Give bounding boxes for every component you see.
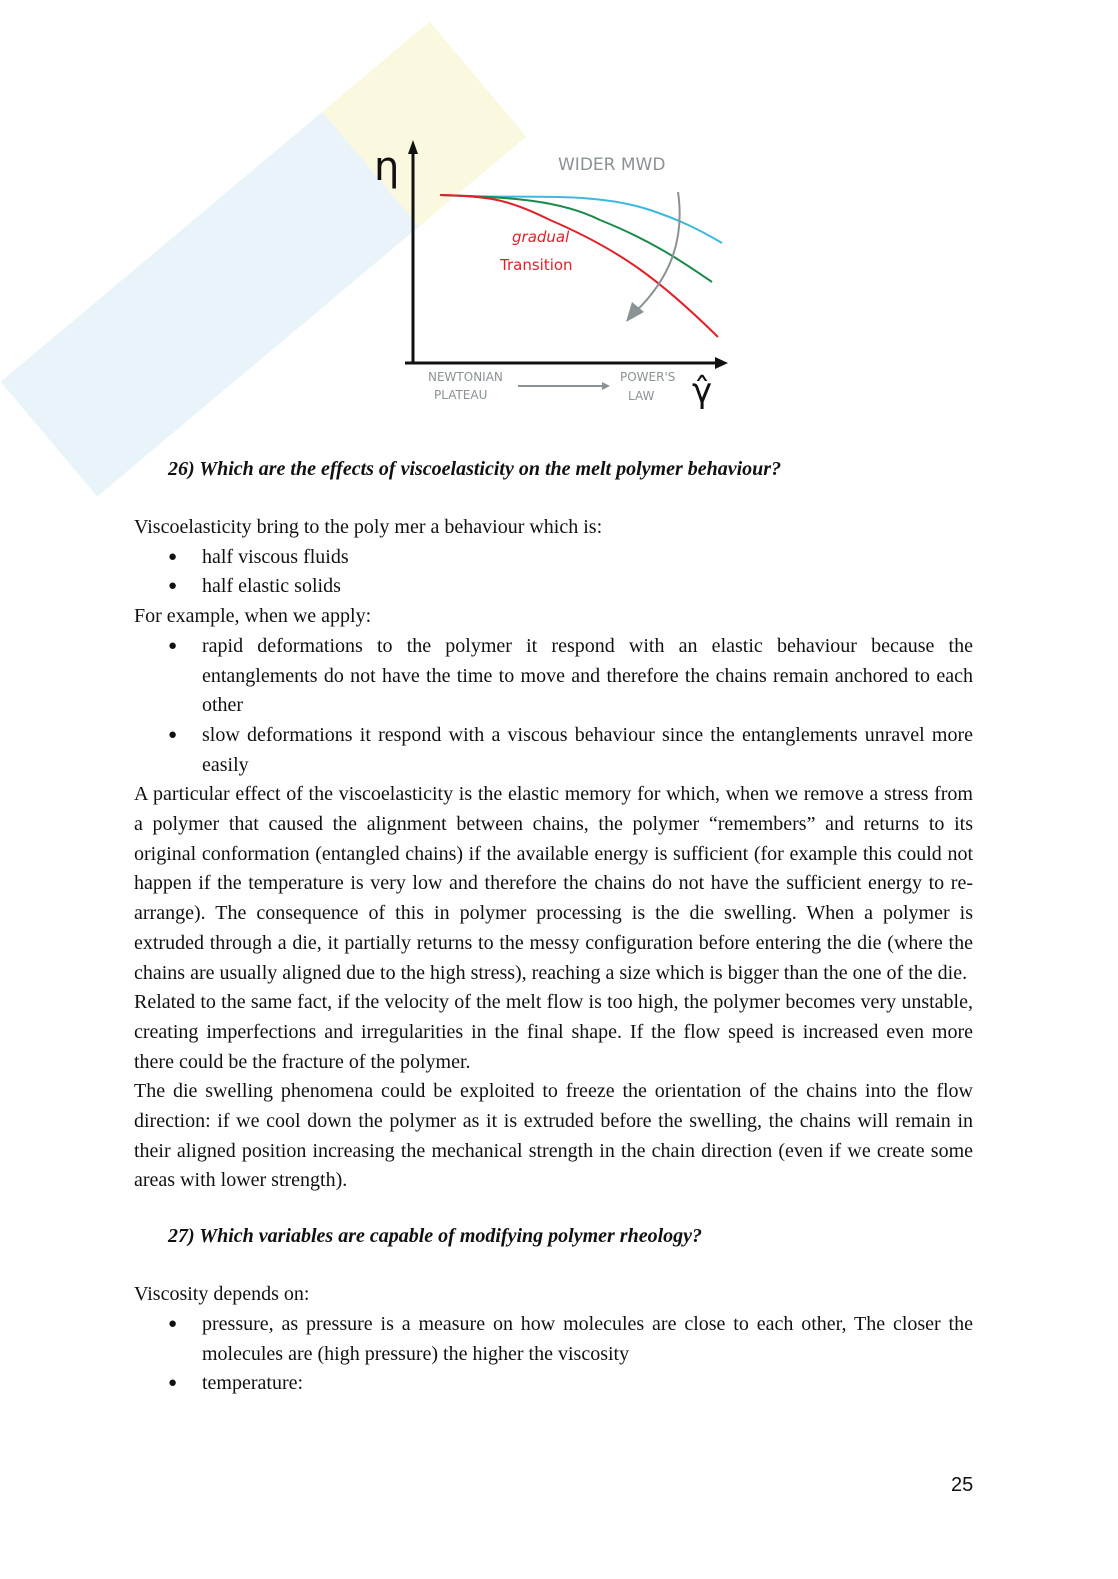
transition-label: Transition	[500, 256, 573, 274]
eta-symbol: η	[374, 144, 400, 190]
newtonian-label: NEWTONIAN	[428, 370, 503, 384]
gamma-dot-symbol: γ̂	[692, 371, 713, 411]
list-item: ● pressure, as pressure is a measure on how molecules are close to each other, The closer the molecules are (high pressure) the higher the viscosity	[202, 1310, 973, 1369]
intro: Viscosity depends on:	[134, 1283, 310, 1306]
example-intro: For example, when we apply:	[134, 605, 372, 628]
list-item: ● slow deformations it respond with a viscous behaviour since the entanglements unravel more easily	[202, 721, 973, 780]
deformation-list	[134, 632, 973, 781]
list-item: ● half viscous fluids	[202, 543, 973, 573]
answer-26	[134, 513, 973, 1196]
question-26-heading: 26) Which are the effects of viscoelasticity on the melt polymer behaviour?	[168, 458, 782, 480]
page-number: 25	[951, 1474, 974, 1496]
y-axis-arrow	[408, 140, 418, 154]
wider-mwd-arrow	[632, 192, 680, 315]
intro: Viscoelasticity bring to the poly mer a behaviour which is:	[134, 516, 603, 538]
paragraph: Related to the same fact, if the velocity of the melt flow is too high, the polymer becomes very unstable, creating imperfections and irregularities in the final shape. If the flow speed is increased even more there could be the fracture of the polymer.	[134, 991, 973, 1073]
question-27-heading: 27) Which variables are capable of modifying polymer rheology?	[168, 1225, 703, 1248]
variables-list	[134, 1310, 973, 1399]
powers-label: POWER'S	[620, 370, 676, 384]
behaviour-list	[134, 543, 973, 602]
paragraph: A particular effect of the viscoelasticity is the elastic memory for which, when we remove a stress from a polymer that caused the alignment between chains, the polymer “remembers” and returns to its original conformation (entangled chains) if the available energy is sufficient (for example this could not happen if the temperature is very low and therefore the chains do not have the sufficient energy to re-arrange). The consequence of this in polymer processing is the die swelling. When a polymer is extruded through a die, it partially returns to the messy configuration before entering the die (where the chains are usually aligned due to the high stress), reaching a size which is bigger than the one of the die.	[134, 783, 973, 984]
paragraph: The die swelling phenomena could be exploited to freeze the orientation of the chains into the flow direction: if we cool down the polymer as it is extruded before the swelling, the chains will remain in their aligned position increasing the mechanical strength in the chain direction (even if we create some areas with lower strength).	[134, 1080, 973, 1192]
green-curve	[440, 195, 712, 282]
gradual-label: gradual	[512, 228, 570, 246]
wider-mwd-label: WIDER MWD	[558, 155, 666, 175]
list-item: ● rapid deformations to the polymer it respond with an elastic behaviour because the entanglements do not have the time to move and therefore the chains remain anchored to each other	[202, 632, 973, 721]
list-item: ● temperature:	[202, 1369, 973, 1399]
x-axis-arrow	[715, 357, 728, 369]
red-curve	[440, 195, 718, 337]
answer-27	[134, 1280, 973, 1399]
page-body	[134, 457, 973, 1399]
list-item: ● half elastic solids	[202, 572, 973, 602]
plateau-label: PLATEAU	[434, 388, 488, 402]
law-label: LAW	[628, 389, 655, 403]
viscosity-shear-rate-sketch	[360, 130, 750, 420]
